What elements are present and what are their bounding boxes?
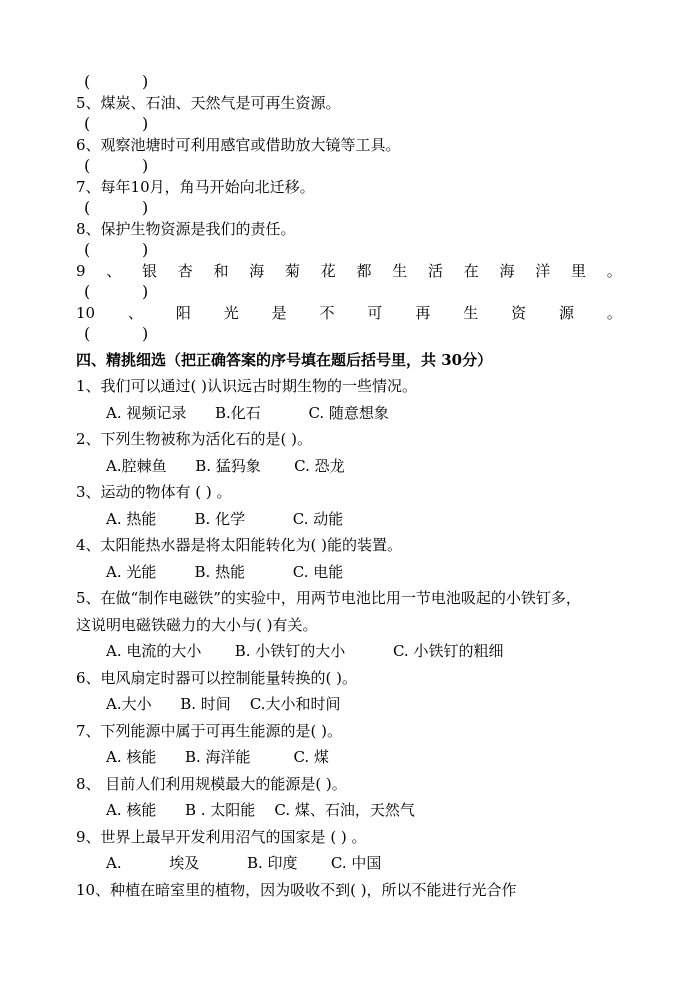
judge-item-7: 7、每年10月，角马开始向北迁移。 (76, 178, 315, 196)
judge-item-9: 9 、 银 杏 和 海 菊 花 都 生 活 在 海 洋 里 。 (76, 262, 622, 280)
question-10: 10、种植在暗室里的植物，因为吸收不到( )，所以不能进行光合作 (76, 880, 517, 899)
judge-item-8: 8、保护生物资源是我们的责任。 (76, 220, 296, 238)
paren-close: ) (142, 114, 149, 133)
paren-open: ( (84, 240, 91, 259)
options-1: A. 视频记录 B.化石 C. 随意想象 (106, 403, 389, 422)
answer-blank[interactable] (76, 240, 622, 261)
answer-blank[interactable] (76, 114, 622, 135)
paren-close: ) (142, 72, 149, 91)
question-2: 2、下列生物被称为活化石的是( )。 (76, 430, 313, 448)
options-9: A. 埃及 B. 印度 C. 中国 (106, 854, 382, 872)
section-title: 四、精挑细选（把正确答案的序号填在题后括号里，共 30分） (76, 351, 493, 369)
answer-blank[interactable] (76, 324, 622, 345)
paren-open: ( (84, 324, 91, 343)
paren-open: ( (84, 198, 91, 217)
judge-item-5: 5、煤炭、石油、天然气是可再生资源。 (76, 94, 341, 112)
paren-open: ( (84, 156, 91, 175)
question-1: 1、我们可以通过( )认识远古时期生物的一些情况。 (76, 377, 418, 395)
question-3: 3、运动的物体有 ( ) 。 (76, 483, 232, 501)
question-8: 8、 目前人们利用规模最大的能源是( )。 (76, 774, 347, 793)
question-7: 7、下列能源中属于可再生能源的是( )。 (76, 721, 343, 740)
paren-open: ( (84, 72, 91, 91)
paren-close: ) (142, 240, 149, 259)
options-3: A. 热能 B. 化学 C. 动能 (106, 509, 344, 528)
paren-close: ) (142, 324, 149, 343)
options-7: A. 核能 B. 海洋能 C. 煤 (106, 748, 329, 766)
question-9: 9、世界上最早开发利用沼气的国家是 ( ) 。 (76, 827, 367, 846)
options-6: A.大小 B. 时间 C.大小和时间 (106, 695, 341, 713)
answer-blank[interactable] (76, 282, 622, 303)
options-4: A. 光能 B. 热能 C. 电能 (106, 562, 344, 581)
answer-blank[interactable] (76, 72, 622, 93)
question-5-cont: 这说明电磁铁磁力的大小与( )有关。 (76, 615, 318, 634)
judge-item-6: 6、观察池塘时可利用感官或借助放大镜等工具。 (76, 136, 401, 154)
options-2: A.腔棘鱼 B. 猛犸象 C. 恐龙 (106, 456, 345, 475)
question-4: 4、太阳能热水器是将太阳能转化为( )能的装置。 (76, 536, 403, 554)
paren-open: ( (84, 282, 91, 301)
question-5: 5、在做“制作电磁铁”的实验中，用两节电池比用一节电池吸起的小铁钉多， (76, 589, 581, 607)
exam-page (76, 72, 622, 903)
answer-blank[interactable] (76, 198, 622, 219)
options-8: A. 核能 B . 太阳能 C. 煤、石油，天然气 (106, 801, 415, 819)
judge-item-10: 10 、 阳 光 是 不 可 再 生 资 源 。 (76, 304, 622, 322)
paren-open: ( (84, 114, 91, 133)
question-6: 6、电风扇定时器可以控制能量转换的( )。 (76, 668, 358, 687)
paren-close: ) (142, 198, 149, 217)
options-5: A. 电流的大小 B. 小铁钉的大小 C. 小铁钉的粗细 (106, 642, 504, 660)
paren-close: ) (142, 156, 149, 175)
answer-blank[interactable] (76, 156, 622, 177)
paren-close: ) (142, 282, 149, 301)
